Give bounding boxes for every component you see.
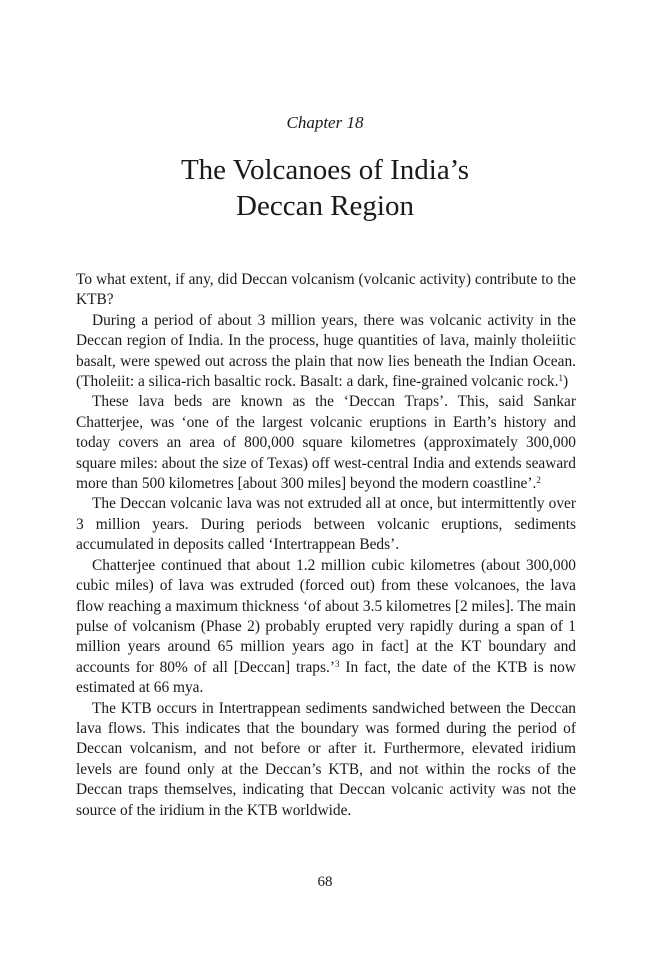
body-text bbox=[76, 270, 576, 821]
paragraph-6 bbox=[76, 699, 576, 821]
footnote-ref: 1 bbox=[558, 373, 563, 384]
paragraph-text: The Deccan volcanic lava was not extruded all at once, but intermittently over 3 million years. During periods between volcanic eruptions, sediments accumulated in deposits called ‘Intertrappean Beds’. bbox=[76, 495, 576, 554]
chapter-title bbox=[0, 152, 650, 224]
paragraph-text: The KTB occurs in Intertrappean sediments sandwiched between the Deccan lava flows. This indicates that the boundary was formed during the period of Deccan volcanism, and not before or after it. Furthermore, elevated iridium levels are found only at the Deccan’s KTB, and not within the rocks of the Deccan traps themselves, indicating that Deccan volcanic activity was not the source of the iridium in the KTB worldwide. bbox=[76, 699, 576, 819]
chapter-title-line-1: The Volcanoes of India’s bbox=[180, 154, 470, 186]
paragraph-text: During a period of about 3 million years, there was volcanic activity in the Deccan region of India. In the process, huge quantities of lava, mainly tholeiitic basalt, were spewed out across the plain that now lies beneath the Indian Ocean. (Tholeiit: a silica-rich basaltic rock. Basalt: a dark, fine-grained volcanic rock. bbox=[76, 311, 576, 391]
paragraph-1 bbox=[76, 270, 576, 311]
paragraph-text: These lava beds are known as the ‘Deccan Traps’. This, said Sankar Chatterjee, was ‘one of the largest volcanic eruptions in Earth’s history and today covers an area of 800,000 square kilometres (approximately 300,000 square miles: about the size of Texas) off west-central India and extends seaward more than 500 kilometres [about 300 miles] beyond the modern coastline’. bbox=[76, 393, 576, 493]
chapter-title-line-2: Deccan Region bbox=[236, 190, 414, 222]
paragraph-text-tail: In fact, the date of the KTB is now estimated at 66 mya. bbox=[76, 658, 576, 697]
page-number: 68 bbox=[317, 874, 333, 890]
footnote-ref: 3 bbox=[334, 658, 340, 669]
paragraph-2 bbox=[76, 311, 576, 393]
footnote-ref: 2 bbox=[536, 475, 541, 486]
paragraph-text-tail: ) bbox=[562, 373, 569, 391]
paragraph-3 bbox=[76, 392, 576, 494]
paragraph-4 bbox=[76, 494, 576, 555]
paragraph-text: To what extent, if any, did Deccan volcanism (volcanic activity) contribute to the KTB? bbox=[76, 271, 576, 309]
chapter-label: Chapter 18 bbox=[286, 113, 364, 132]
paragraph-5 bbox=[76, 556, 576, 699]
paragraph-text: Chatterjee continued that about 1.2 million cubic kilometres (about 300,000 cubic miles) of lava was extruded (forced out) from these volcanoes, the lava flow reaching a maximum thickness ‘of about 3.5 kilometres [2 miles]. The main pulse of volcanism (Phase 2) probably erupted very rapidly during a span of 1 million years around 65 million years ago in fact] at the KT boundary and accounts for 80% of all [Deccan] traps.’ bbox=[76, 556, 576, 676]
